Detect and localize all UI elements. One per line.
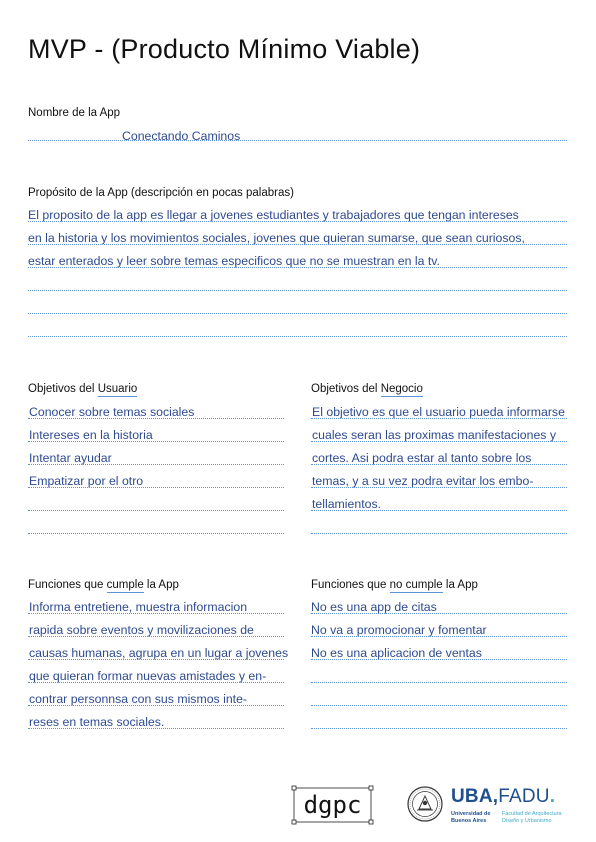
functions-yes-rule [28, 705, 284, 706]
functions-yes-line: contrar personnsa con sus mismos inte- [29, 692, 248, 706]
business-goals-rule [311, 441, 567, 442]
user-goals-rule [28, 441, 284, 442]
functions-yes-line: que quieran formar nuevas amistades y en- [29, 669, 267, 683]
user-goals-rule [28, 510, 284, 511]
business-goal-line: tellamientos. [312, 497, 382, 511]
dgpc-logo [291, 785, 374, 825]
functions-no-line: No es una app de citas [311, 600, 437, 614]
user-goal-item: Intentar ayudar [29, 451, 112, 465]
purpose-label: Propósito de la App (descripción en pocas palabras) [28, 187, 294, 199]
app-name-label: Nombre de la App [28, 107, 121, 119]
business-goals-rule [311, 487, 567, 488]
functions-no-rule [311, 682, 567, 683]
uba-university-text: Universidad de Buenos Aires [451, 811, 491, 824]
user-goal-item: Intereses en la historia [29, 428, 153, 442]
page-title: MVP - (Producto Mínimo Viable) [28, 34, 421, 64]
app-name-line [28, 140, 567, 141]
functions-no-rule [311, 613, 567, 614]
purpose-rule [28, 221, 567, 222]
app-name-value: Conectando Caminos [122, 129, 241, 143]
uba-faculty-text: Facultad de Arquitectura Diseño y Urbanismo [502, 811, 562, 824]
functions-yes-line: reses en temas sociales. [29, 715, 165, 729]
purpose-line-1: El proposito de la app es llegar a jovenes estudiantes y trabajadores que tengan intereses [28, 208, 519, 222]
functions-no-rule [311, 636, 567, 637]
functions-yes-rule [28, 682, 284, 683]
functions-yes-label: Funciones que cumple la App [28, 579, 179, 591]
purpose-rule [28, 313, 567, 314]
purpose-rule [28, 290, 567, 291]
university-seal-icon [407, 786, 443, 822]
user-goals-label: Objetivos del Usuario [28, 383, 138, 395]
user-goals-rule [28, 418, 284, 419]
business-goal-line: cortes. Asi podra estar al tanto sobre los [312, 451, 532, 465]
functions-yes-line: rapida sobre eventos y movilizaciones de [29, 623, 254, 637]
user-goals-rule [28, 464, 284, 465]
business-goal-line: El objetivo es que el usuario pueda informarse [312, 405, 565, 419]
functions-yes-line: causas humanas, agrupa en un lugar a jovenes [29, 646, 289, 660]
functions-yes-rule [28, 636, 284, 637]
business-goals-rule [311, 510, 567, 511]
functions-no-line: No va a promocionar y fomentar [311, 623, 487, 637]
functions-no-label: Funciones que no cumple la App [311, 579, 478, 591]
business-goal-line: cuales seran las proximas manifestaciones y [312, 428, 556, 442]
purpose-rule [28, 336, 567, 337]
business-goals-rule [311, 464, 567, 465]
business-goals-label: Objetivos del Negocio [311, 383, 423, 395]
user-goals-rule [28, 533, 284, 534]
uba-fadu-logo: UBA,FADU. [451, 786, 556, 807]
business-goals-rule [311, 418, 567, 419]
functions-yes-rule [28, 613, 284, 614]
functions-yes-rule [28, 659, 284, 660]
user-goal-item: Conocer sobre temas sociales [29, 405, 195, 419]
user-goals-rule [28, 487, 284, 488]
purpose-rule [28, 267, 567, 268]
functions-no-line: No es una aplicacion de ventas [311, 646, 482, 660]
functions-no-rule [311, 659, 567, 660]
purpose-line-2: en la historia y los movimientos sociales, jovenes que quieran sumarse, que sean curiosos, [28, 231, 525, 245]
functions-no-rule [311, 728, 567, 729]
functions-yes-line: Informa entretiene, muestra informacion [29, 600, 248, 614]
functions-yes-rule [28, 728, 284, 729]
dgpc-logo-text: dgpc [303, 791, 362, 819]
functions-no-rule [311, 705, 567, 706]
purpose-rule [28, 244, 567, 245]
business-goal-line: temas, y a su vez podra evitar los embo- [312, 474, 534, 488]
user-goal-item: Empatizar por el otro [29, 474, 144, 488]
purpose-line-3: estar enterados y leer sobre temas especificos que no se muestran en la tv. [28, 254, 440, 268]
business-goals-rule [311, 533, 567, 534]
